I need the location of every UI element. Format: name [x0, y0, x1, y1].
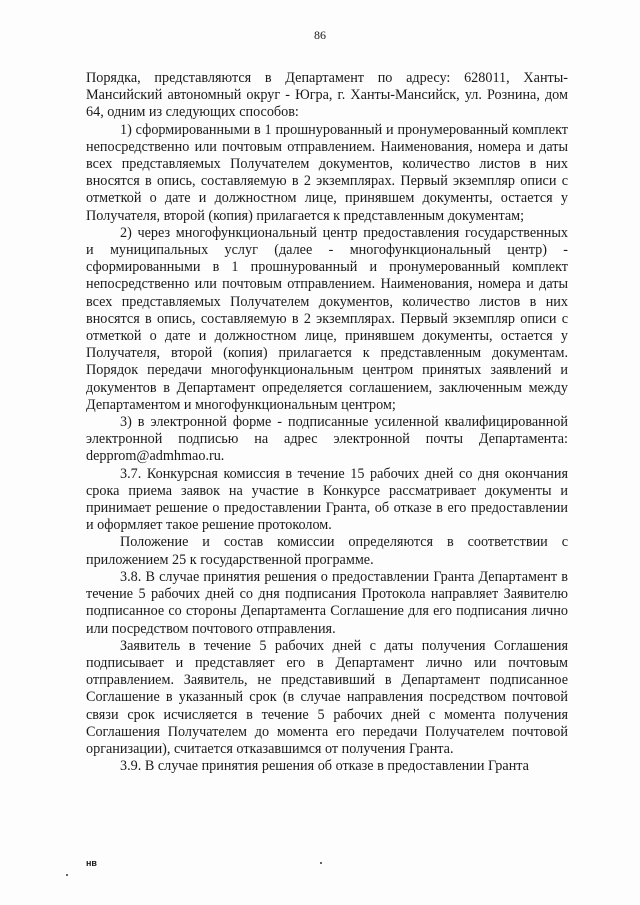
paragraph-applicant: Заявитель в течение 5 рабочих дней с даты получения Соглашения подписывает и представляет его в Департамент лично или почтовым отправлением. Заявитель, не представивший в Департамент подписанное Соглашение в указанный срок (в случае направления посредством почтовой связи срок исчисляется в течение 5 рабочих дней с момента получения Соглашения Получателем до момента его передачи Получателем почтовой организации), считается отказавшимся от получения Гранта. — [86, 637, 568, 757]
paragraph-method-1: 1) сформированными в 1 прошнурованный и пронумерованный комплект непосредственно или почтовым отправлением. Наименования, номера и даты всех представляемых Получателем документов, количество листов в них вносятся в опись, составляемую в 2 экземплярах. Первый экземпляр описи с отметкой о дате и должностном лице, принявшем документы, остается у Получателя, второй (копия) прилагается к представленным документам; — [86, 121, 568, 224]
paragraph-3-8: 3.8. В случае принятия решения о предоставлении Гранта Департамент в течение 5 рабочих дней со дня подписания Протокола направляет Заявителю подписанное со стороны Департамента Соглашение для его подписания лично или посредством почтового отправления. — [86, 568, 568, 637]
paragraph-intro: Порядка, представляются в Департамент по адресу: 628011, Ханты-Мансийский автономный округ - Югра, г. Ханты-Мансийск, ул. Рознина, дом 64, одним из следующих способов: — [86, 70, 568, 121]
paragraph-commission: Положение и состав комиссии определяются в соответствии с приложением 25 к государственной программе. — [86, 534, 568, 568]
scan-speck — [320, 862, 322, 864]
paragraph-3-7: 3.7. Конкурсная комиссия в течение 15 рабочих дней со дня окончания срока приема заявок на участие в Конкурсе рассматривает документы и принимает решение о предоставлении Гранта, об отказе в его предоставлении и оформляет такое решение протоколом. — [86, 465, 568, 534]
scan-speck — [66, 874, 68, 876]
paragraph-method-2: 2) через многофункциональный центр предоставления государственных и муниципальных услуг (далее - многофункциональный центр) - сформированными в 1 прошнурованный и пронумерованный комплект непосредственно или почтовым отправлением. Наименования, номера и даты всех представляемых Получателем документов, количество листов в них вносятся в опись, составляемую в 2 экземплярах. Первый экземпляр описи с отметкой о дате и должностном лице, принявшем документы, остается у Получателя, второй (копия) прилагается к представленным документам. Порядок передачи многофункциональным центром принятых заявлений и документов в Департамент определяется соглашением, заключенным между Департаментом и многофункциональным центром; — [86, 224, 568, 413]
paragraph-3-9: 3.9. В случае принятия решения об отказе в предоставлении Гранта — [120, 758, 529, 775]
stamp-mark: нв — [86, 858, 97, 868]
paragraph-method-3: 3) в электронной форме - подписанные усиленной квалифицированной электронной подписью на адрес электронной почты Департамента: depprom@admhmao.ru. — [86, 414, 568, 465]
document-body — [86, 70, 568, 775]
page-number: 86 — [314, 28, 326, 42]
